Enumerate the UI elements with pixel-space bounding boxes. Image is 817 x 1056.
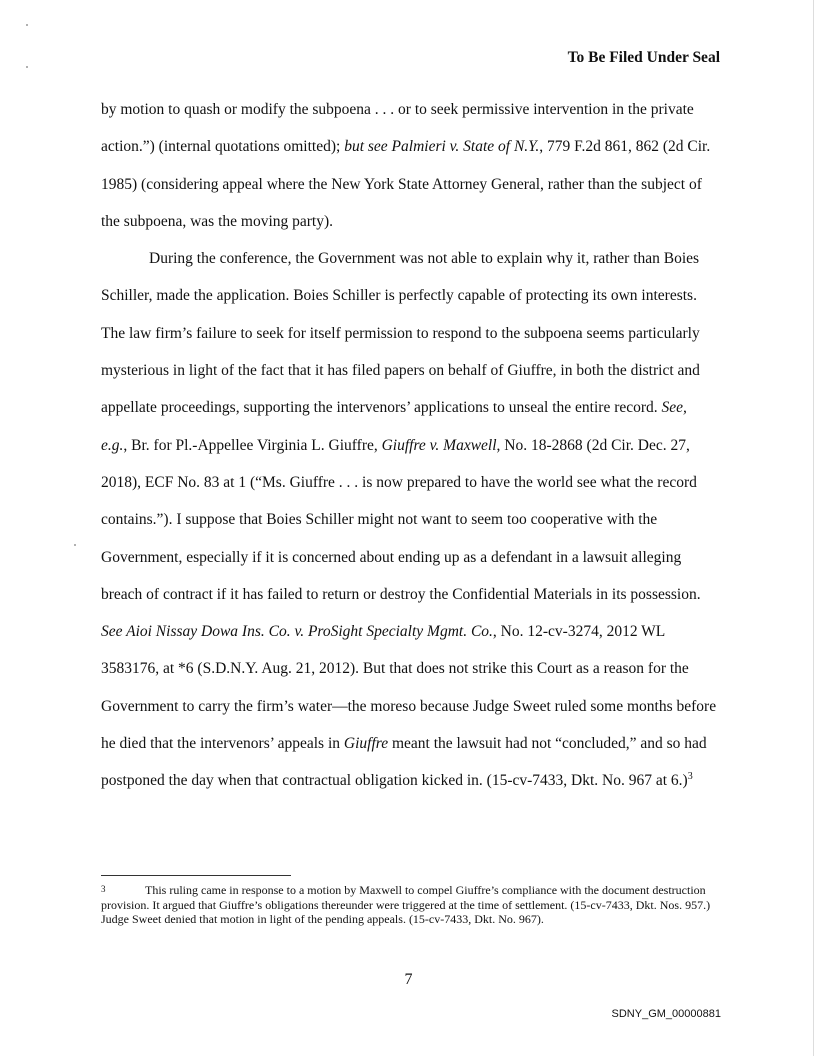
- signal-italic: See, e.g.: [101, 399, 687, 454]
- text-run: , Br. for Pl.-Appellee Virginia L. Giuffre,: [123, 436, 382, 454]
- text-run: by motion to quash or modify the subpoena . . . or to seek permissive intervention in the private action.”) (internal quotations omitted);: [101, 101, 694, 156]
- text-run: , 779 F.2d 861, 862 (2d Cir. 1985) (considering appeal where the New York State Attorney General, rather than the subject of the subpoena, was the moving party).: [101, 138, 711, 230]
- case-citation: See Aioi Nissay Dowa Ins. Co. v. ProSight Specialty Mgmt. Co.: [101, 623, 493, 641]
- text-run: , No. 18-2868 (2d Cir. Dec. 27, 2018), ECF No. 83 at 1 (“Ms. Giuffre . . . is now prepared to have the world see what the record contains.”). I suppose that Boies Schiller might not want to seem too cooperative with the Government, especially if it is concerned about ending up as a defendant in a lawsuit alleging breach of contract if it has failed to return or destroy the Confidential Materials in its possession.: [101, 436, 701, 603]
- case-citation: Giuffre v. Maxwell: [381, 436, 497, 454]
- page-header: To Be Filed Under Seal: [567, 49, 720, 66]
- footnote-text: This ruling came in response to a motion by Maxwell to compel Giuffre’s compliance with the document destruction provision. It argued that Giuffre’s obligations thereunder were triggered at the time of settlement. (15-cv-7433, Dkt. Nos. 957.) Judge Sweet denied that motion in light of the pending appeals. (15-cv-7433, Dkt. No. 967).: [101, 883, 711, 926]
- footnote: [101, 883, 721, 927]
- scan-speck: [26, 66, 28, 68]
- footnote-divider: [101, 875, 291, 876]
- case-citation: but see Palmieri v. State of N.Y.: [344, 138, 540, 156]
- scan-speck: [26, 24, 28, 26]
- case-citation: Giuffre: [343, 735, 389, 753]
- paragraph-conference: [101, 240, 717, 799]
- scan-edge: [813, 0, 814, 1056]
- scan-speck: [74, 544, 76, 546]
- footnote-number: 3: [101, 884, 106, 894]
- bates-number: SDNY_GM_00000881: [611, 1008, 721, 1020]
- page-number: 7: [404, 971, 413, 988]
- footnote-reference: 3: [687, 771, 693, 783]
- text-run: During the conference, the Government was not able to explain why it, rather than Boies Schiller, made the application. Boies Schiller is perfectly capable of protecting its own interests. The law firm’s failure to seek for itself permission to respond to the subpoena seems particularly mysterious in light of the fact that it has filed papers on behalf of Giuffre, in both the district and appellate proceedings, supporting the intervenors’ applications to unseal the entire record.: [101, 250, 700, 417]
- paragraph-continuation: [101, 91, 717, 240]
- text-run: meant the lawsuit had not “concluded,” and so had postponed the day when that contractual obligation kicked in. (15-cv-7433, Dkt. No. 967 at 6.): [101, 735, 707, 790]
- body-text: [101, 91, 717, 800]
- text-run: , No. 12-cv-3274, 2012 WL 3583176, at *6 (S.D.N.Y. Aug. 21, 2012). But that does not strike this Court as a reason for the Government to carry the firm’s water—the moreso because Judge Sweet ruled some months before he died that the intervenors’ appeals in: [101, 623, 717, 753]
